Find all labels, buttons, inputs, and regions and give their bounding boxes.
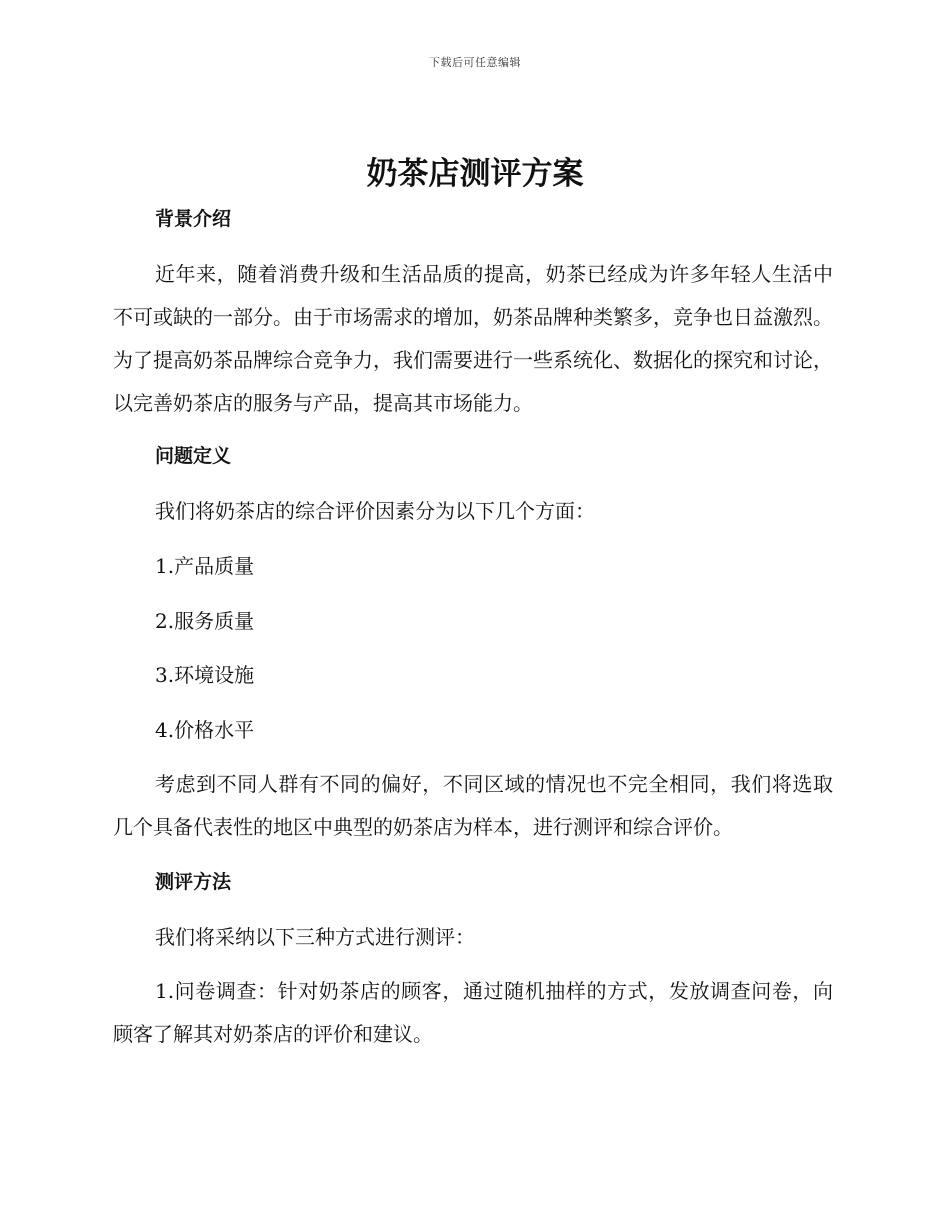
method-intro-block bbox=[113, 916, 833, 959]
method-item-block bbox=[113, 970, 833, 1056]
section-heading-background: 背景介绍 bbox=[155, 208, 232, 230]
section-heading-method: 测评方法 bbox=[155, 871, 232, 893]
list-item-block bbox=[113, 709, 833, 752]
list-item-block bbox=[113, 545, 833, 588]
section-background bbox=[113, 198, 833, 241]
list-item: 1.产品质量 bbox=[155, 554, 255, 578]
method-intro: 我们将采纳以下三种方式进行测评： bbox=[155, 925, 475, 949]
background-paragraph-block bbox=[113, 253, 833, 425]
list-item-block bbox=[113, 600, 833, 643]
method-item-1: 1.问卷调查：针对奶茶店的顾客，通过随机抽样的方式，发放调查问卷，向顾客了解其对奶茶店的评价和建议。 bbox=[113, 979, 833, 1046]
section-method bbox=[113, 861, 833, 904]
problem-closing-block bbox=[113, 763, 833, 849]
document-title: 奶茶店测评方案 bbox=[366, 156, 584, 192]
problem-intro-block bbox=[113, 490, 833, 533]
header-note: 下载后可任意编辑 bbox=[429, 56, 521, 69]
section-heading-problem: 问题定义 bbox=[155, 445, 232, 467]
problem-closing: 考虑到不同人群有不同的偏好，不同区域的情况也不完全相同，我们将选取几个具备代表性的地区中典型的奶茶店为样本，进行测评和综合评价。 bbox=[113, 772, 833, 839]
list-item: 2.服务质量 bbox=[155, 609, 255, 633]
background-paragraph: 近年来，随着消费升级和生活品质的提高，奶茶已经成为许多年轻人生活中不可或缺的一部分。由于市场需求的增加，奶茶品牌种类繁多，竞争也日益激烈。为了提高奶茶品牌综合竞争力，我们需要进行一些系统化、数据化的探究和讨论，以完善奶茶店的服务与产品，提高其市场能力。 bbox=[113, 262, 833, 415]
list-item: 3.环境设施 bbox=[155, 663, 255, 687]
section-problem bbox=[113, 435, 833, 478]
problem-intro: 我们将奶茶店的综合评价因素分为以下几个方面： bbox=[155, 499, 595, 523]
list-item: 4.价格水平 bbox=[155, 718, 255, 742]
list-item-block bbox=[113, 654, 833, 697]
